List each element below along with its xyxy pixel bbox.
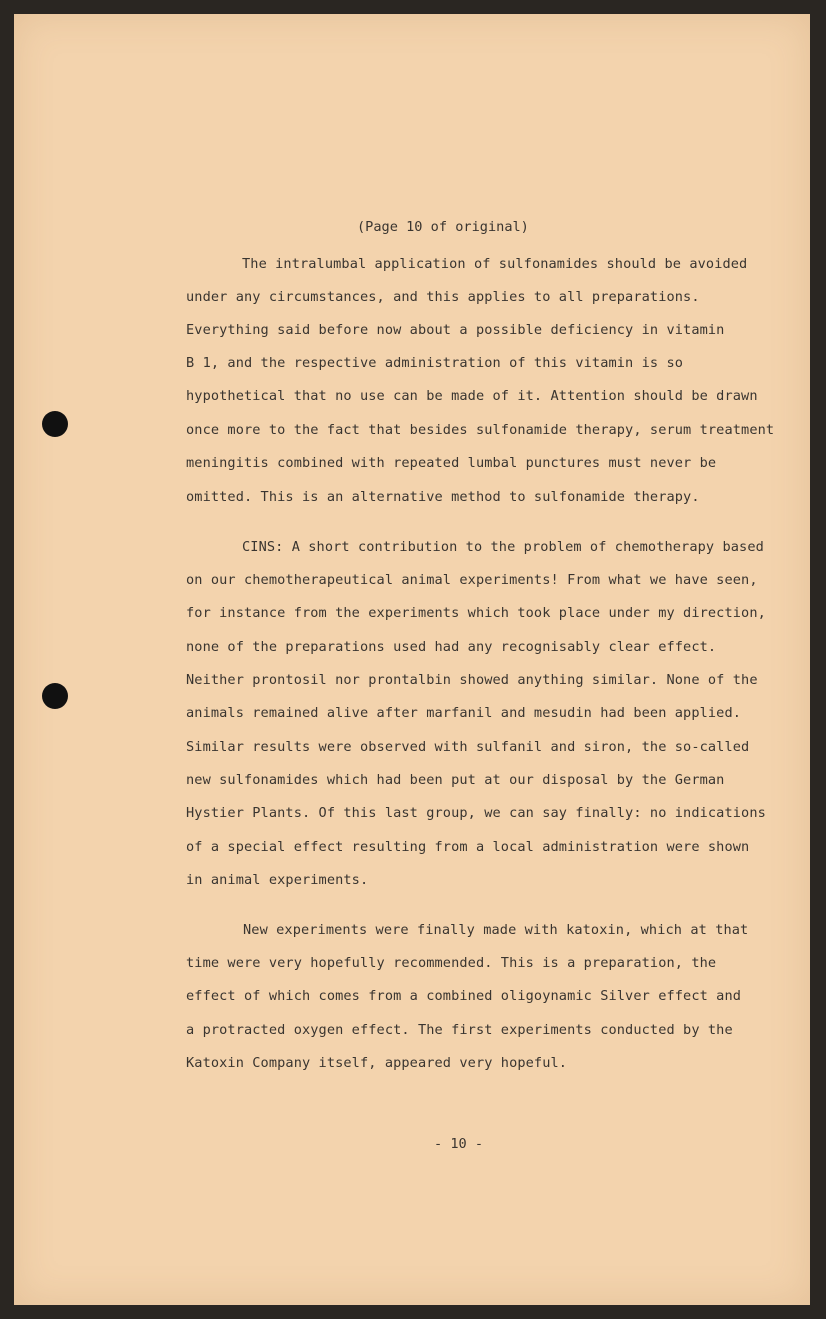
text-line: under any circumstances, and this applies to all preparations. bbox=[186, 289, 700, 305]
text-line: new sulfonamides which had been put at our disposal by the German bbox=[186, 772, 725, 788]
page-number: - 10 - bbox=[434, 1136, 484, 1152]
text-line: effect of which comes from a combined oligoynamic Silver effect and bbox=[186, 988, 742, 1004]
document-page bbox=[14, 14, 810, 1305]
page-header: (Page 10 of original) bbox=[357, 219, 529, 235]
text-line: animals remained alive after marfanil and mesudin had been applied. bbox=[186, 705, 742, 721]
text-line: CINS: A short contribution to the problem of chemotherapy based bbox=[242, 539, 764, 555]
text-line: Everything said before now about a possible deficiency in vitamin bbox=[186, 322, 725, 338]
punch-hole-top bbox=[42, 411, 68, 437]
punch-hole-bottom bbox=[42, 683, 68, 709]
text-line: omitted. This is an alternative method to sulfonamide therapy. bbox=[186, 489, 700, 505]
text-line: The intralumbal application of sulfonamides should be avoided bbox=[242, 256, 748, 272]
text-line: of a special effect resulting from a local administration were shown bbox=[186, 839, 750, 855]
text-line: on our chemotherapeutical animal experiments! From what we have seen, bbox=[186, 572, 758, 588]
text-line: time were very hopefully recommended. This is a preparation, the bbox=[186, 955, 717, 971]
text-line: once more to the fact that besides sulfonamide therapy, serum treatment bbox=[186, 422, 775, 438]
text-line: Similar results were observed with sulfanil and siron, the so-called bbox=[186, 739, 750, 755]
text-line: meningitis combined with repeated lumbal punctures must never be bbox=[186, 455, 717, 471]
text-line: New experiments were finally made with katoxin, which at that bbox=[243, 922, 749, 938]
text-line: Hystier Plants. Of this last group, we can say finally: no indications bbox=[186, 805, 766, 821]
text-line: for instance from the experiments which took place under my direction, bbox=[186, 605, 766, 621]
text-line: Neither prontosil nor prontalbin showed anything similar. None of the bbox=[186, 672, 758, 688]
text-line: in animal experiments. bbox=[186, 872, 369, 888]
text-line: a protracted oxygen effect. The first experiments conducted by the bbox=[186, 1022, 733, 1038]
text-line: B 1, and the respective administration of this vitamin is so bbox=[186, 355, 684, 371]
text-line: hypothetical that no use can be made of it. Attention should be drawn bbox=[186, 388, 758, 404]
text-line: none of the preparations used had any recognisably clear effect. bbox=[186, 639, 717, 655]
text-line: Katoxin Company itself, appeared very hopeful. bbox=[186, 1055, 568, 1071]
